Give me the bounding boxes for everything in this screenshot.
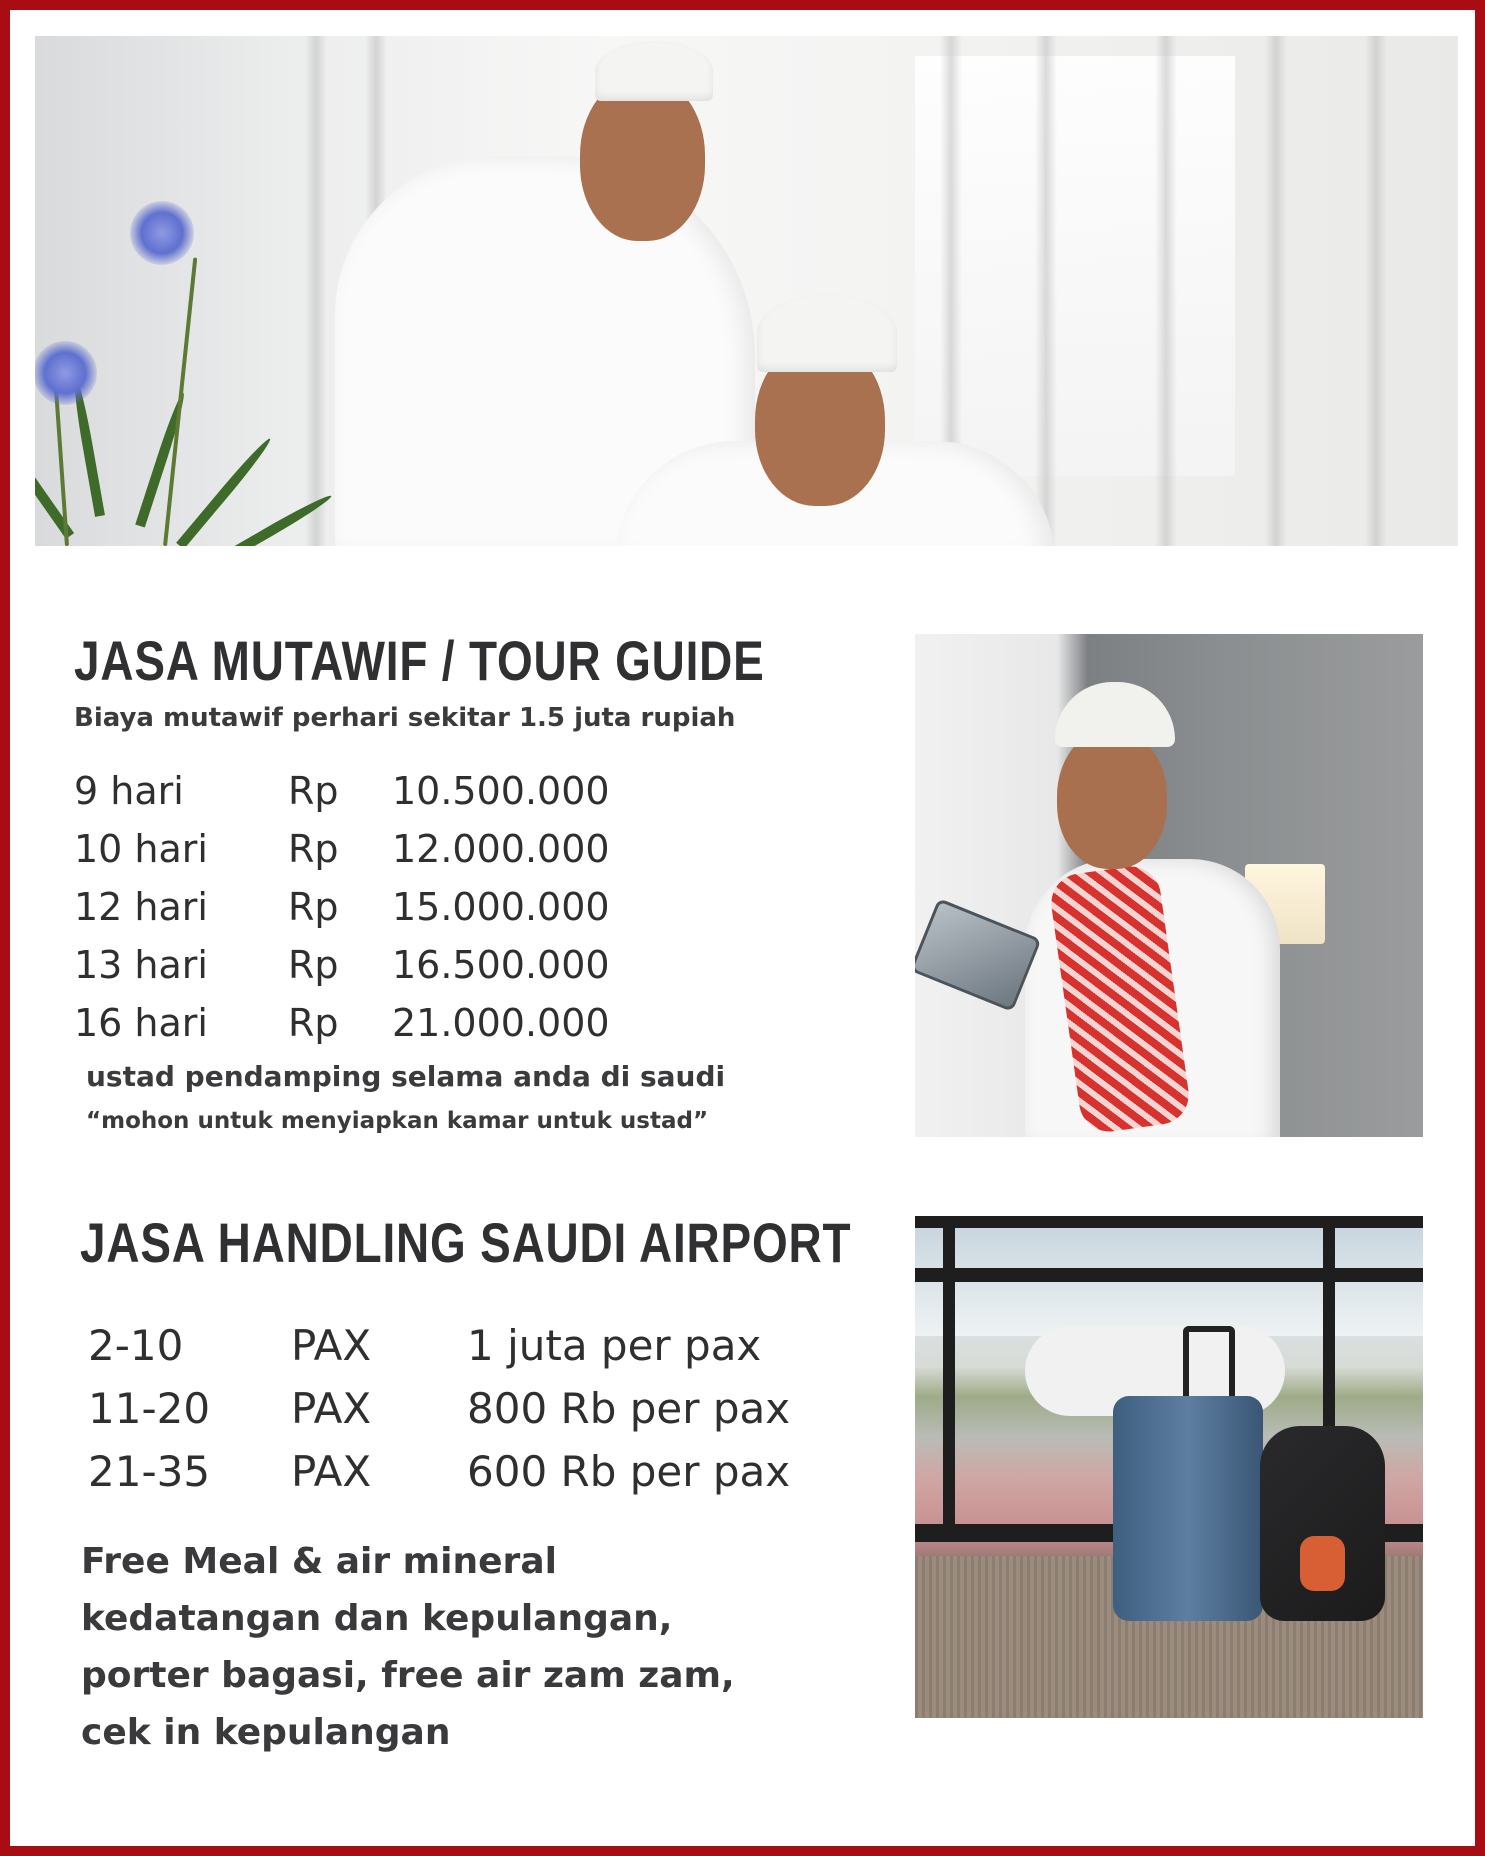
feature-line: Free Meal & air mineral bbox=[81, 1541, 557, 1582]
mutawif-room-note: “mohon untuk menyiapkan kamar untuk ustad” bbox=[86, 1108, 709, 1134]
suitcase-handle bbox=[1183, 1326, 1235, 1407]
black-backpack bbox=[1260, 1426, 1385, 1621]
window-frame bbox=[943, 1216, 955, 1542]
guide-cap bbox=[1055, 682, 1175, 747]
pax-range: 2-10 bbox=[88, 1321, 184, 1370]
window-frame bbox=[915, 1216, 1423, 1228]
handling-price-list bbox=[88, 1314, 790, 1503]
seated-man-cap bbox=[757, 294, 897, 372]
handling-features bbox=[81, 1533, 735, 1761]
price-row bbox=[74, 762, 610, 820]
price-row bbox=[74, 936, 610, 994]
pax-row bbox=[88, 1440, 790, 1503]
pax-range: 11-20 bbox=[88, 1384, 211, 1433]
guide-face bbox=[1057, 729, 1167, 869]
standing-man-cap bbox=[595, 41, 713, 101]
pax-price: 800 Rb per pax bbox=[467, 1384, 791, 1433]
curtain-fold bbox=[1265, 36, 1287, 546]
mutawif-title: JASA MUTAWIF / TOUR GUIDE bbox=[74, 629, 765, 692]
window-light bbox=[915, 56, 1235, 476]
mutawif-note: ustad pendamping selama anda di saudi bbox=[86, 1060, 726, 1093]
blue-suitcase bbox=[1113, 1396, 1263, 1621]
flower-bloom bbox=[35, 341, 97, 405]
price: 16.500.000 bbox=[392, 943, 610, 987]
mutawif-price-list bbox=[74, 762, 610, 1052]
pax-range: 21-35 bbox=[88, 1447, 211, 1496]
plant-stem bbox=[163, 257, 197, 546]
window-frame bbox=[915, 1268, 1423, 1282]
pax-unit: PAX bbox=[291, 1384, 372, 1433]
price-row bbox=[74, 820, 610, 878]
hero-photo bbox=[35, 36, 1458, 546]
price-row bbox=[74, 878, 610, 936]
price: 10.500.000 bbox=[392, 769, 610, 813]
mutawif-subtitle: Biaya mutawif perhari sekitar 1.5 juta rupiah bbox=[74, 703, 736, 733]
price-row bbox=[74, 994, 610, 1052]
duration: 12 hari bbox=[74, 885, 208, 929]
currency: Rp bbox=[288, 827, 339, 871]
curtain-fold bbox=[305, 36, 327, 546]
pax-row bbox=[88, 1377, 790, 1440]
pax-row bbox=[88, 1314, 790, 1377]
currency: Rp bbox=[288, 943, 339, 987]
orange-pocket bbox=[1300, 1536, 1345, 1591]
guide-photo bbox=[915, 634, 1423, 1137]
duration: 9 hari bbox=[74, 769, 184, 813]
handling-title: JASA HANDLING SAUDI AIRPORT bbox=[80, 1211, 852, 1274]
curtain-fold bbox=[1155, 36, 1177, 546]
price: 21.000.000 bbox=[392, 1001, 610, 1045]
curtain-fold bbox=[1365, 36, 1387, 546]
plant-leaf bbox=[176, 436, 274, 546]
flower-bloom bbox=[130, 201, 194, 265]
duration: 16 hari bbox=[74, 1001, 208, 1045]
pax-price: 1 juta per pax bbox=[467, 1321, 762, 1370]
airport-photo bbox=[915, 1216, 1423, 1718]
curtain-fold bbox=[1035, 36, 1057, 546]
price: 15.000.000 bbox=[392, 885, 610, 929]
pax-unit: PAX bbox=[291, 1447, 372, 1496]
duration: 10 hari bbox=[74, 827, 208, 871]
currency: Rp bbox=[288, 1001, 339, 1045]
duration: 13 hari bbox=[74, 943, 208, 987]
pax-price: 600 Rb per pax bbox=[467, 1447, 791, 1496]
pax-unit: PAX bbox=[291, 1321, 372, 1370]
plant-leaf bbox=[35, 418, 74, 538]
feature-line: cek in kepulangan bbox=[81, 1712, 451, 1753]
currency: Rp bbox=[288, 885, 339, 929]
price: 12.000.000 bbox=[392, 827, 610, 871]
feature-line: porter bagasi, free air zam zam, bbox=[81, 1655, 735, 1696]
tablet-device bbox=[915, 898, 1042, 1012]
currency: Rp bbox=[288, 769, 339, 813]
feature-line: kedatangan dan kepulangan, bbox=[81, 1598, 673, 1639]
